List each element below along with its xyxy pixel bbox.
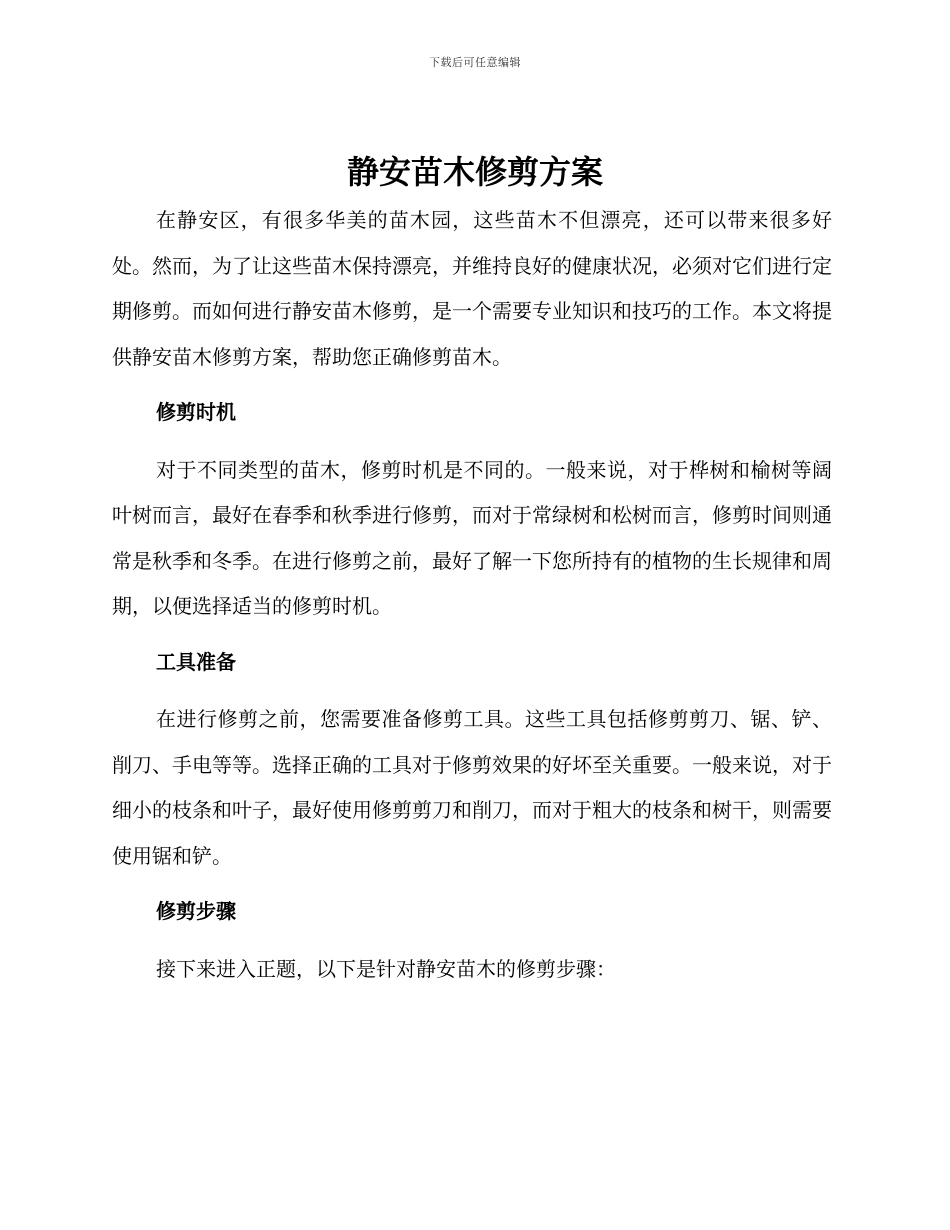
section-body-steps: 接下来进入正题，以下是针对静安苗木的修剪步骤： xyxy=(156,956,616,981)
section-heading-steps: 修剪步骤 xyxy=(156,899,236,923)
section-body-tools: 在进行修剪之前，您需要准备修剪工具。这些工具包括修剪剪刀、锯、铲、削刀、手电等等。选择正确的工具对于修剪效果的好坏至关重要。一般来说，对于细小的枝条和叶子，最好使用修剪剪刀和削刀，而对于粗大的枝条和树干，则需要使用锯和铲。 xyxy=(112,707,832,868)
document-title: 静安苗木修剪方案 xyxy=(346,153,603,191)
document-body xyxy=(112,198,832,992)
intro-paragraph: 在静安区，有很多华美的苗木园，这些苗木不但漂亮，还可以带来很多好处。然而，为了让这些苗木保持漂亮，并维持良好的健康状况，必须对它们进行定期修剪。而如何进行静安苗木修剪，是一个需要专业知识和技巧的工作。本文将提供静安苗木修剪方案，帮助您正确修剪苗木。 xyxy=(112,208,832,369)
page-header: 下载后可任意编辑 xyxy=(429,56,521,69)
section-body-timing: 对于不同类型的苗木，修剪时机是不同的。一般来说，对于桦树和榆树等阔叶树而言，最好在春季和秋季进行修剪，而对于常绿树和松树而言，修剪时间则通常是秋季和冬季。在进行修剪之前，最好了解一下您所持有的植物的生长规律和周期，以便选择适当的修剪时机。 xyxy=(112,457,832,618)
section-heading-tools: 工具准备 xyxy=(156,649,236,674)
section-heading-timing: 修剪时机 xyxy=(156,400,236,424)
